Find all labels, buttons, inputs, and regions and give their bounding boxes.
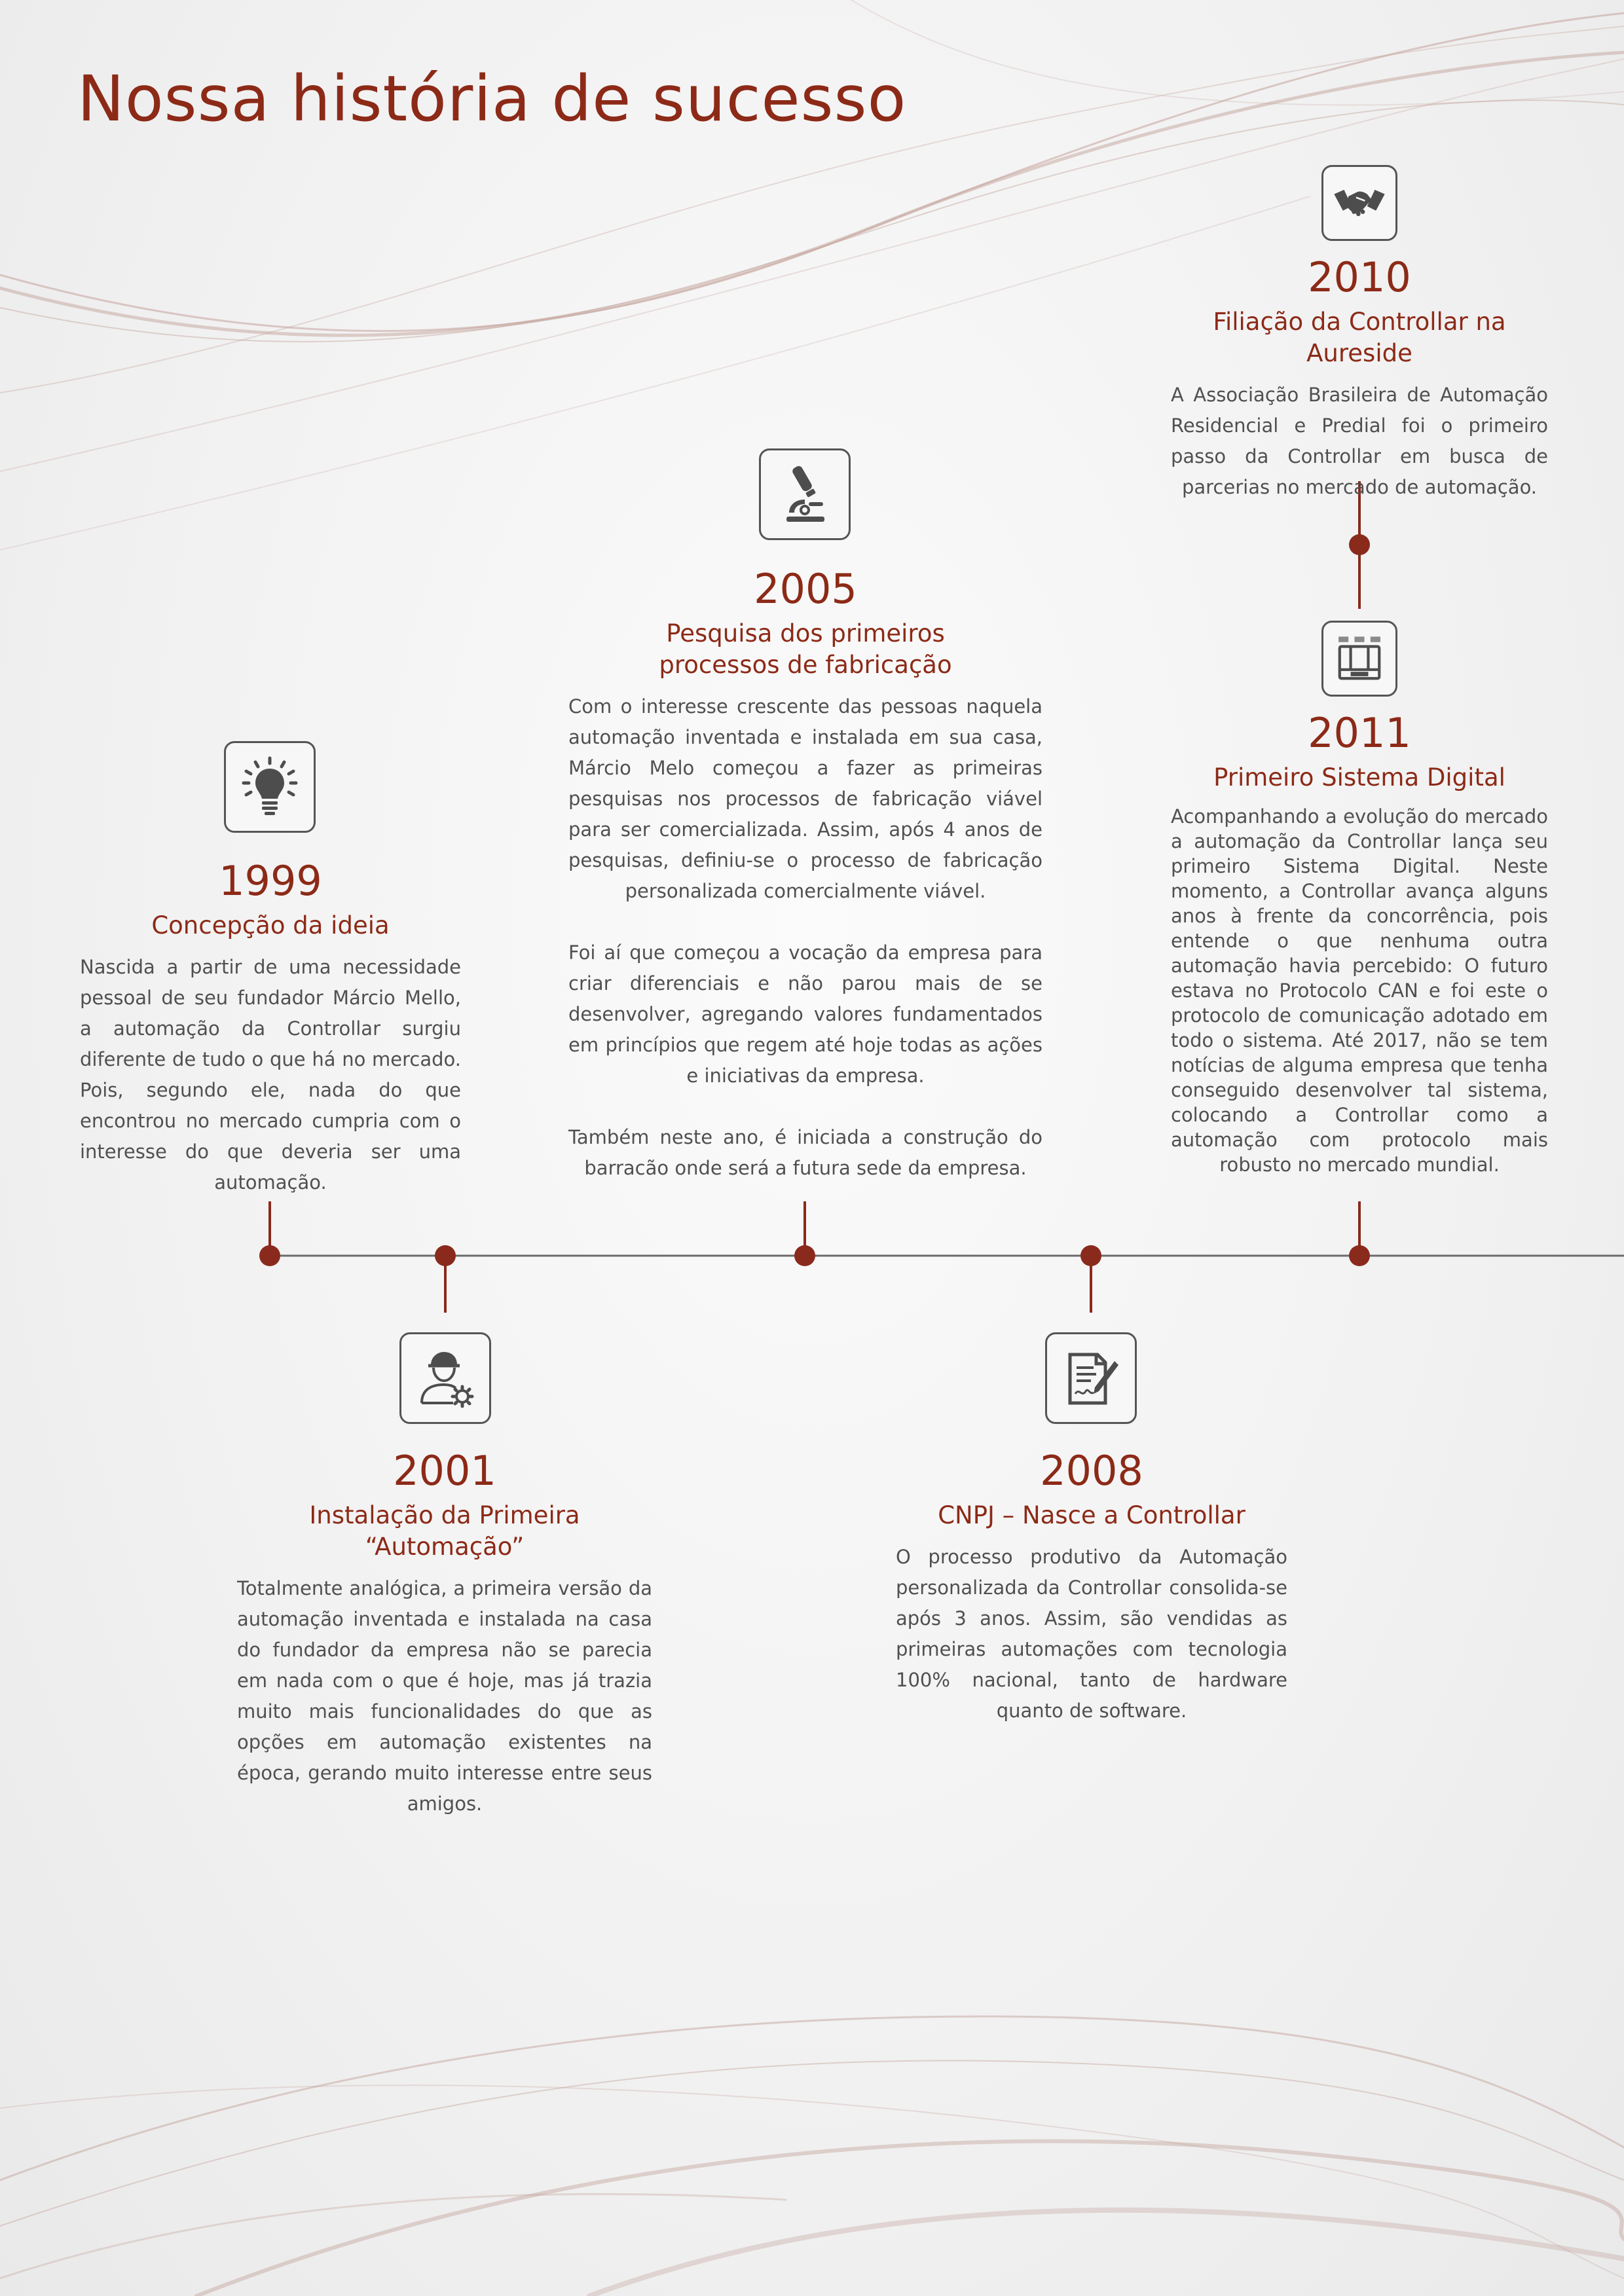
event-description (237, 1573, 652, 1819)
event-paragraph: O processo produtivo da Automação personalizada da Controllar consolida-se após 3 anos. Assim, são vendidas as primeiras automações com tecnologia 100% nacional, tanto de hardware quanto de software. (896, 1546, 1287, 1722)
event-heading: Filiação da Controllar na Aureside (1213, 308, 1506, 368)
event-description (1171, 380, 1548, 503)
timeline-dot-2001 (435, 1245, 456, 1266)
engineer-gear-icon (399, 1332, 491, 1424)
event-2010 (1171, 255, 1548, 503)
event-year: 1999 (219, 857, 322, 905)
event-2011 (1171, 711, 1548, 1177)
event-year: 2005 (754, 565, 857, 613)
event-heading-line: Pesquisa dos primeiros (666, 619, 945, 648)
event-1999 (80, 859, 461, 1198)
event-description (568, 691, 1043, 1184)
microscope-icon (759, 448, 851, 540)
timeline-dot-2011 (1349, 1245, 1370, 1266)
timeline-dot-1999 (259, 1245, 280, 1266)
event-heading: CNPJ – Nasce a Controllar (938, 1501, 1246, 1530)
event-heading-line: processos de fabricação (659, 651, 952, 680)
event-year: 2011 (1308, 709, 1411, 757)
event-year: 2008 (1040, 1447, 1143, 1495)
event-year: 2010 (1308, 253, 1411, 301)
event-description (80, 952, 461, 1198)
event-paragraph: Também neste ano, é iniciada a construção do barracão onde será a futura sede da empresa. (568, 1126, 1043, 1180)
event-heading: Instalação da Primeira “Automação” (309, 1501, 580, 1561)
lightbulb-icon (224, 741, 316, 833)
timeline-dot-2005 (794, 1245, 815, 1266)
event-2008 (896, 1449, 1287, 1726)
event-paragraph: Foi aí que começou a vocação da empresa para criar diferenciais e não parou mais de se desenvolver, agregando valores fundamentados em princípios que regem até hoje todas as ações e iniciativas da empresa. (568, 941, 1043, 1087)
event-paragraph: A Associação Brasileira de Automação Residencial e Predial foi o primeiro passo da Controllar em busca de parcerias no mercado de automação. (1171, 384, 1548, 499)
event-paragraph: Acompanhando a evolução do mercado a automação da Controllar lança seu primeiro Sistema Digital. Neste momento, a Controllar avança alguns anos à frente da concorrência, pois entende o que nenhuma outra automação havia percebido: O futuro estava no Protocolo CAN e foi este o protocolo de comunicação adotado em todo o sistema. Até 2017, não se tem notícias de alguma empresa que tenha conseguido desenvolver tal sistema, colocando a Controllar como a automação com protocolo mais robusto no mercado mundial. (1171, 805, 1548, 1176)
handshake-icon (1321, 165, 1397, 241)
event-year: 2001 (393, 1447, 496, 1495)
page-title: Nossa história de sucesso (77, 62, 907, 136)
event-heading: Primeiro Sistema Digital (1213, 763, 1505, 792)
event-paragraph: Com o interesse crescente das pessoas naquela automação inventada e instalada em sua casa, Márcio Melo começou a fazer as primeiras pesquisas nos processos de fabricação viável para ser comercializada. Assim, após 4 anos de pesquisas, definiu-se o processo de fabricação personalizada comercialmente viável. (568, 695, 1043, 903)
event-paragraph: Totalmente analógica, a primeira versão da automação inventada e instalada na casa do fundador da empresa não se parecia em nada com o que é hoje, mas já trazia muito mais funcionalidades do que as opções em automação existentes na época, gerando muito interesse entre seus amigos. (237, 1577, 652, 1815)
event-paragraph: Nascida a partir de uma necessidade pessoal de seu fundador Márcio Mello, a automação da Controllar surgiu diferente de tudo o que há no mercado. Pois, segundo ele, nada do que encontrou no mercado cumpria com o interesse do que deveria ser uma automação. (80, 956, 461, 1194)
event-heading: Concepção da ideia (151, 911, 390, 940)
event-description (1171, 804, 1548, 1177)
timeline-dot-2010 (1349, 534, 1370, 555)
digital-system-icon (1321, 621, 1397, 697)
signed-document-icon (1045, 1332, 1137, 1424)
event-heading (568, 618, 1043, 681)
event-2005 (568, 567, 1043, 1184)
timeline-dot-2008 (1080, 1245, 1101, 1266)
event-2001 (237, 1449, 652, 1819)
event-description (896, 1542, 1287, 1726)
